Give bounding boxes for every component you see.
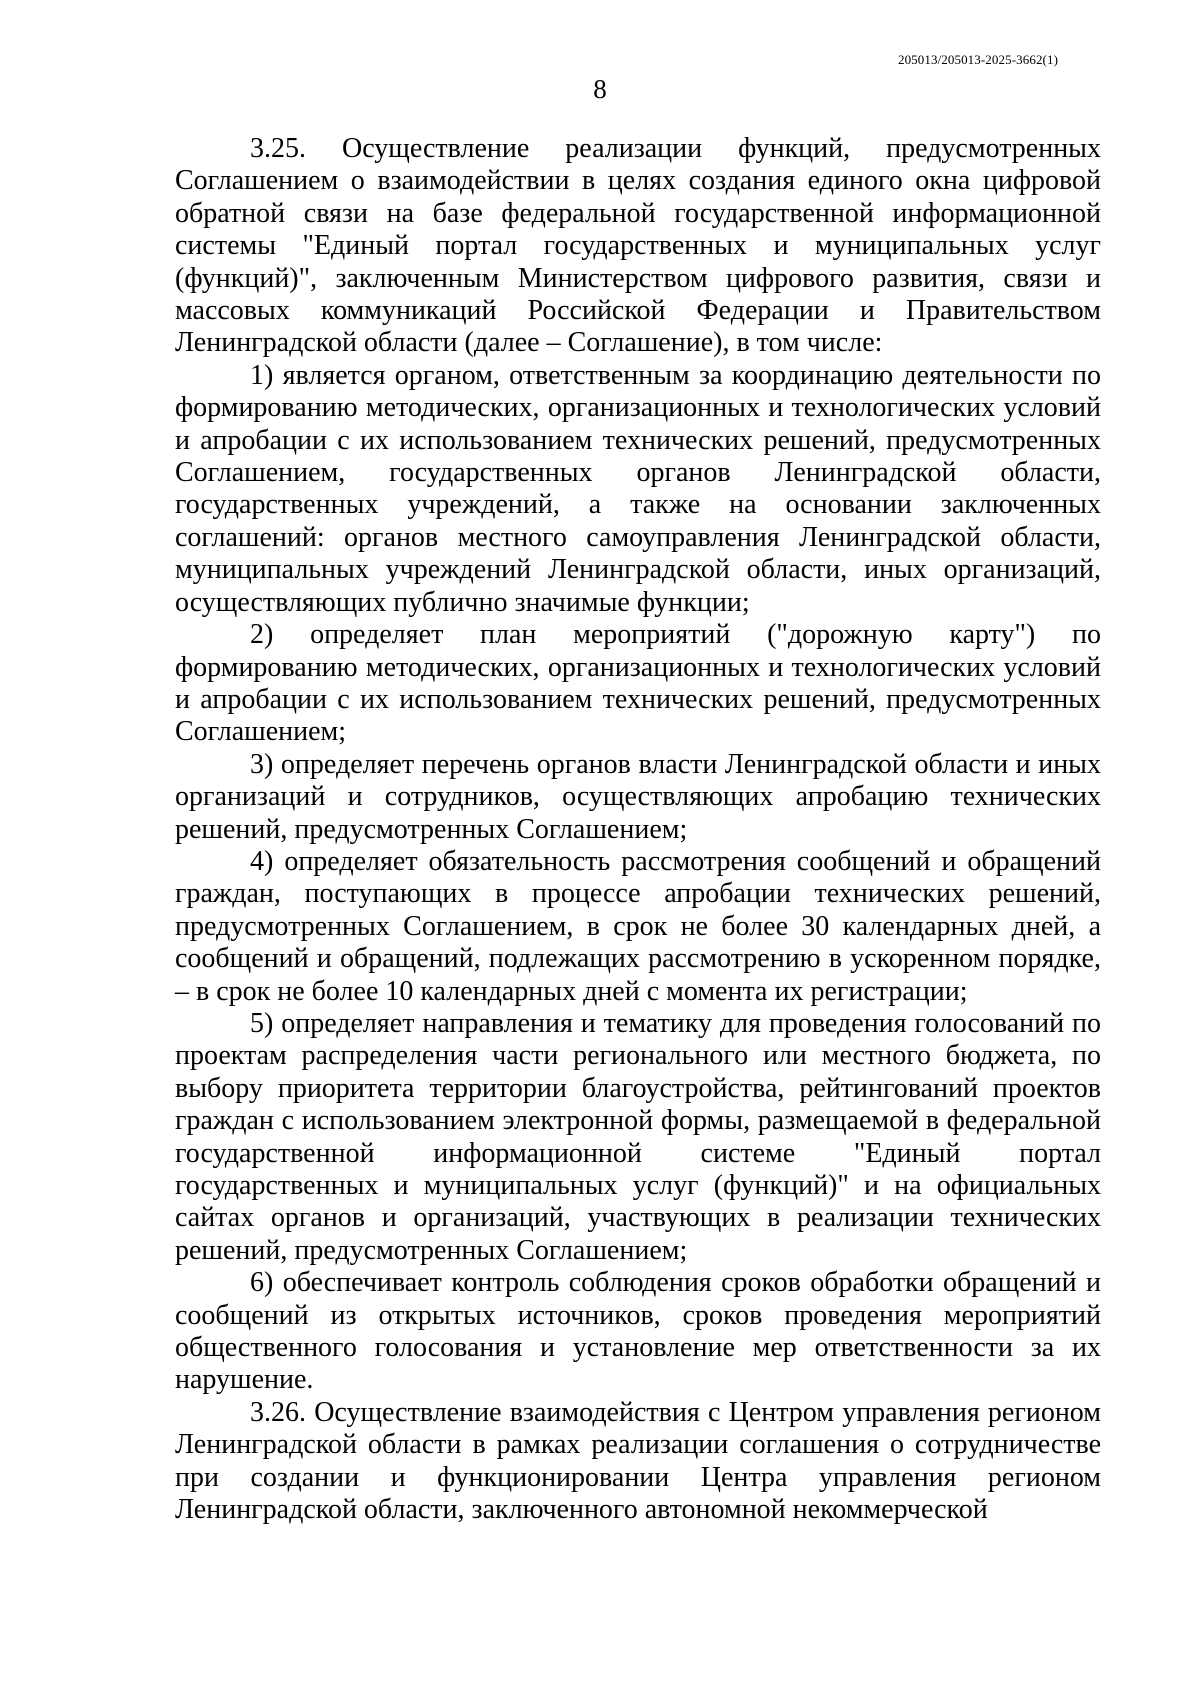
document-body	[175, 133, 1101, 1526]
paragraph-item-6: 6) обеспечивает контроль соблюдения сроков обработки обращений и сообщений из открытых источников, сроков проведения мероприятий общественного голосования и установление мер ответственности за их нарушение.	[175, 1267, 1101, 1396]
document-id: 205013/205013-2025-3662(1)	[897, 52, 1058, 67]
paragraph-item-5: 5) определяет направления и тематику для проведения голосований по проектам распределения части регионального или местного бюджета, по выбору приоритета территории благоустройства, рейтингований проектов граждан с использованием электронной формы, размещаемой в федеральной государственной информационной системе "Единый портал государственных и муниципальных услуг (функций)" и на официальных сайтах органов и организаций, участвующих в реализации технических решений, предусмотренных Соглашением;	[175, 1007, 1101, 1266]
paragraph-item-2: 2) определяет план мероприятий ("дорожную карту") по формированию методических, организационных и технологических условий и апробации с их использованием технических решений, предусмотренных Соглашением;	[175, 619, 1101, 748]
paragraph-item-4: 4) определяет обязательность рассмотрения сообщений и обращений граждан, поступающих в процессе апробации технических решений, предусмотренных Соглашением, в срок не более 30 календарных дней, а сообщений и обращений, подлежащих рассмотрению в ускоренном порядке, – в срок не более 10 календарных дней с момента их регистрации;	[175, 845, 1101, 1007]
paragraph-item-1: 1) является органом, ответственным за координацию деятельности по формированию методических, организационных и технологических условий и апробации с их использованием технических решений, предусмотренных Соглашением, государственных органов Ленинградской области, государственных учреждений, а также на основании заключенных соглашений: органов местного самоуправления Ленинградской области, муниципальных учреждений Ленинградской области, иных организаций, осуществляющих публично значимые функции;	[175, 359, 1101, 618]
paragraph-item-3: 3) определяет перечень органов власти Ленинградской области и иных организаций и сотрудников, осуществляющих апробацию технических решений, предусмотренных Соглашением;	[175, 748, 1101, 845]
paragraph-3-26: 3.26. Осуществление взаимодействия с Центром управления регионом Ленинградской области в рамках реализации соглашения о сотрудничестве при создании и функционировании Центра управления регионом Ленинградской области, заключенного автономной некоммерческой	[175, 1396, 1101, 1526]
paragraph-3-25: 3.25. Осуществление реализации функций, предусмотренных Соглашением о взаимодействии в целях создания единого окна цифровой обратной связи на базе федеральной государственной информационной системы "Единый портал государственных и муниципальных услуг (функций)", заключенным Министерством цифрового развития, связи и массовых коммуникаций Российской Федерации и Правительством Ленинградской области (далее – Соглашение), в том числе:	[175, 133, 1101, 359]
page-number: 8	[593, 74, 607, 104]
